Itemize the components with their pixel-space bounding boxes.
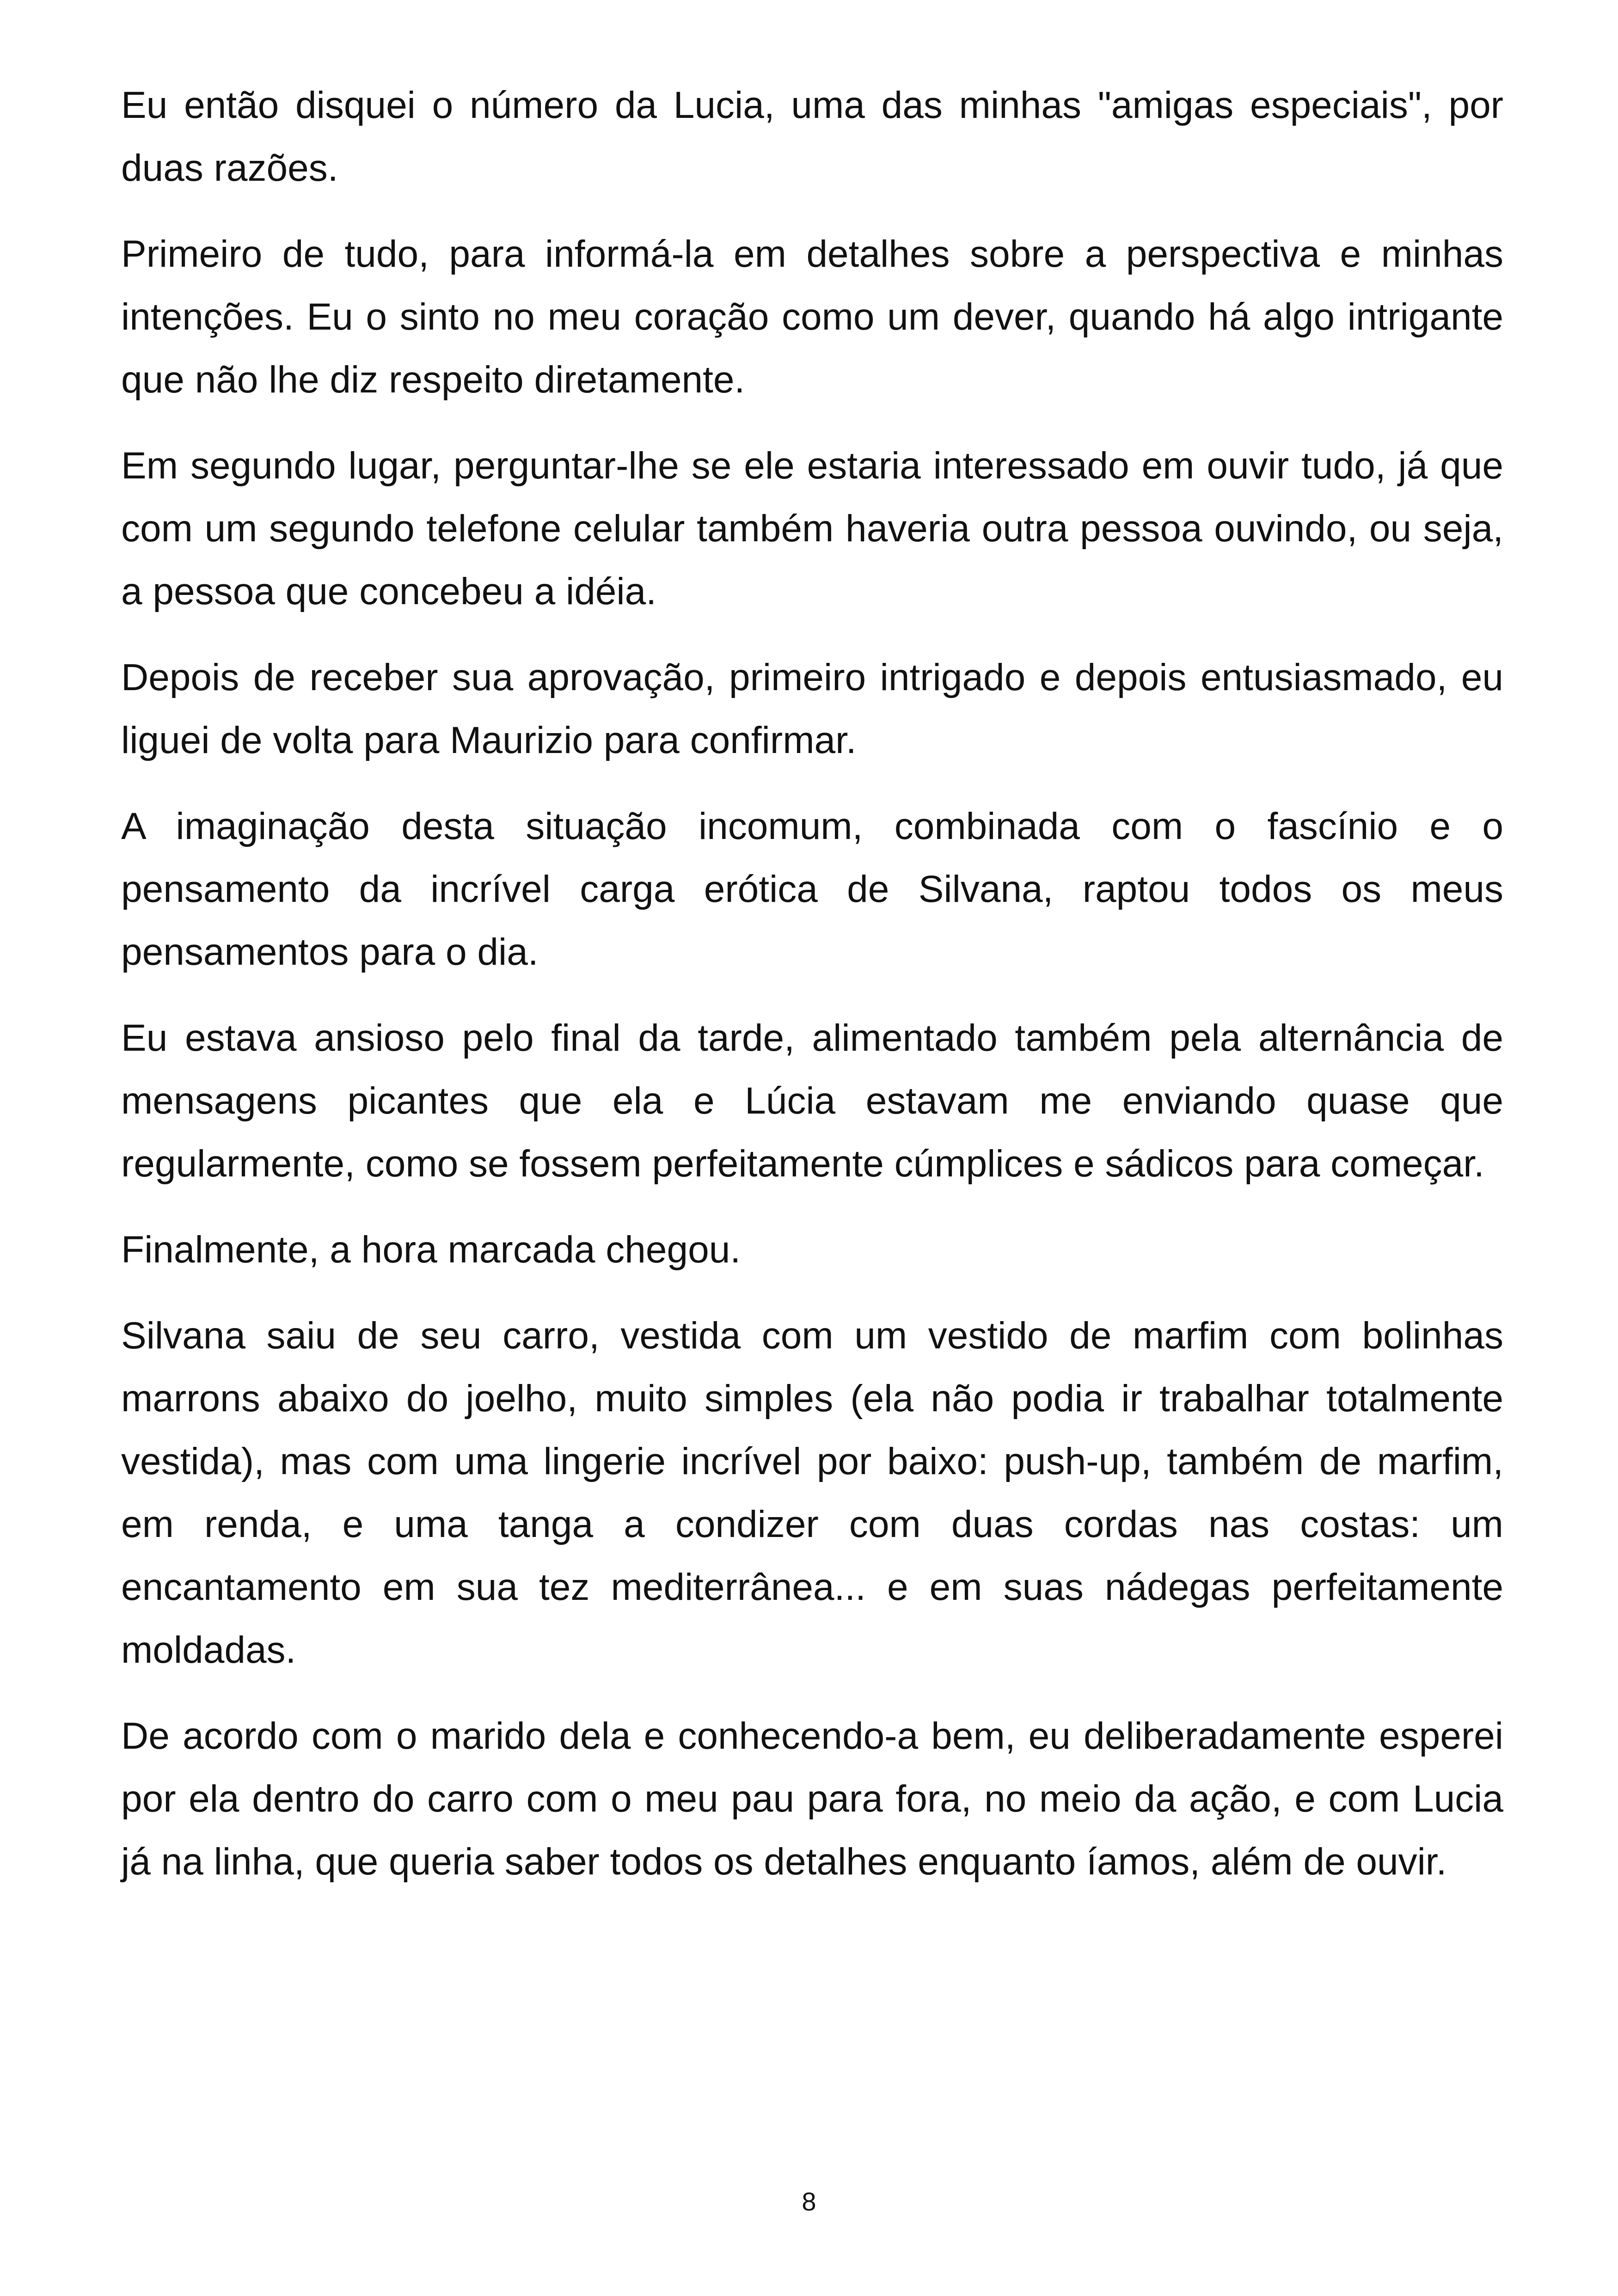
paragraph-1: Eu então disquei o número da Lucia, uma das minhas "amigas especiais", por duas razões. [121,84,1503,189]
paragraph-9: De acordo com o marido dela e conhecendo-a bem, eu deliberadamente esperei por ela dentro do carro com o meu pau para fora, no meio da ação, e com Lucia já na linha, que queria saber todos os detalhes enquanto íamos, além de ouvir. [121,1715,1503,1883]
page-number: 8 [802,2187,816,2216]
body-text [121,74,1503,1916]
paragraph-5: A imaginação desta situação incomum, combinada com o fascínio e o pensamento da incrível carga erótica de Silvana, raptou todos os meus pensamentos para o dia. [121,805,1503,973]
paragraph-6: Eu estava ansioso pelo final da tarde, alimentado também pela alternância de mensagens picantes que ela e Lúcia estavam me enviando quase que regularmente, como se fossem perfeitamente cúmplices e sádicos para começar. [121,1017,1503,1185]
paragraph-3: Em segundo lugar, perguntar-lhe se ele estaria interessado em ouvir tudo, já que com um segundo telefone celular também haveria outra pessoa ouvindo, ou seja, a pessoa que concebeu a idéia. [121,445,1503,612]
paragraph-7: Finalmente, a hora marcada chegou. [121,1229,741,1271]
paragraph-8: Silvana saiu de seu carro, vestida com um vestido de marfim com bolinhas marrons abaixo do joelho, muito simples (ela não podia ir trabalhar totalmente vestida), mas com uma lingerie incrível por baixo: push-up, também de marfim, em renda, e uma tanga a condizer com duas cordas nas costas: um encantamento em sua tez mediterrânea... e em suas nádegas perfeitamente moldadas. [121,1315,1503,1671]
paragraph-4: Depois de receber sua aprovação, primeiro intrigado e depois entusiasmado, eu liguei de volta para Maurizio para confirmar. [121,656,1503,761]
paragraph-2: Primeiro de tudo, para informá-la em detalhes sobre a perspectiva e minhas intenções. Eu o sinto no meu coração como um dever, quando há algo intrigante que não lhe diz respeito diretamente. [121,233,1503,401]
